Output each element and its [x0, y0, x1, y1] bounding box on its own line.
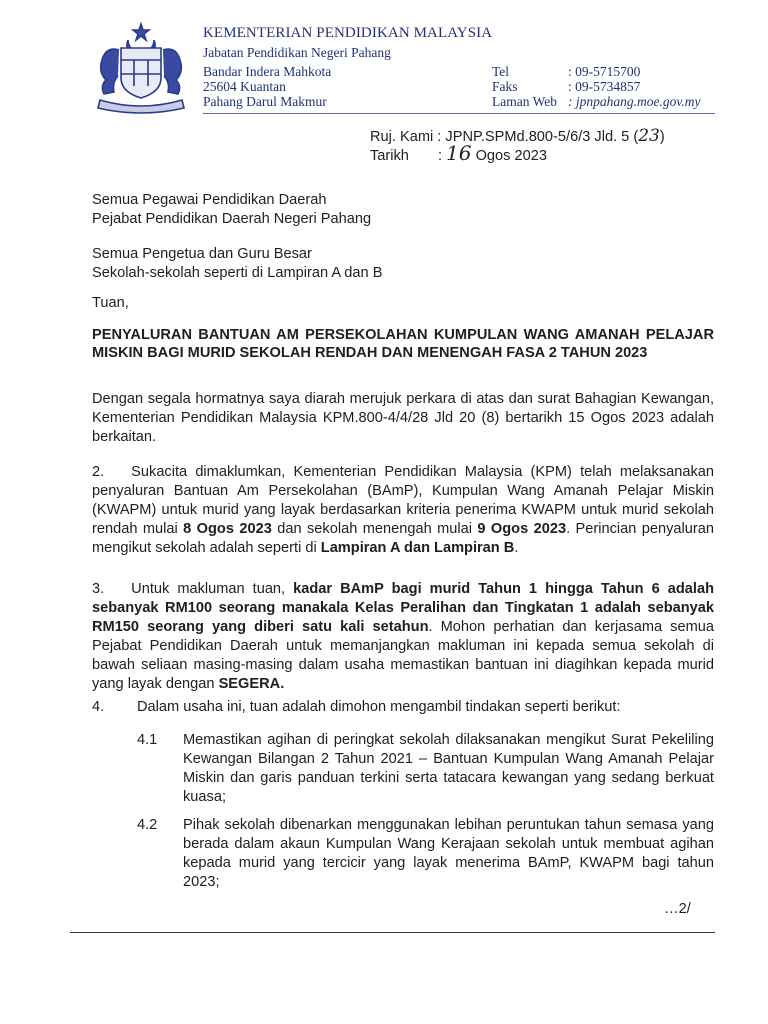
paragraph-4: Dalam usaha ini, tuan adalah dimohon mengambil tindakan seperti berikut: [137, 699, 621, 715]
p2-text-g: . [514, 540, 519, 556]
header-rule [203, 113, 715, 114]
p2-text-e: . Perincian penyaluran mengikut sekolah adalah seperti di [92, 521, 714, 556]
ruj-close: ) [659, 129, 665, 145]
website-label: Laman Web [492, 94, 558, 109]
p3-rate-bold: kadar BAmP bagi murid Tahun 1 hingga Tahun 6 adalah sebanyak RM100 seorang manakala Kelas Peralihan dan Tingkatan 1 adalah sebanyak RM150 seorang yang diberi satu kali setahun [92, 581, 714, 635]
paragraph-1: Dengan segala hormatnya saya diarah merujuk perkara di atas dan surat Bahagian Kewangan, Kementerian Pendidikan Malaysia KPM.800-4/4/28 Jld 20 (8) bertarikh 15 Ogos 2023 adalah berkaitan. [92, 391, 714, 445]
p3-segera: SEGERA. [218, 676, 285, 692]
department-name: Jabatan Pendidikan Negeri Pahang [203, 45, 391, 60]
recipient-line-1: Semua Pegawai Pendidikan Daerah [92, 192, 327, 208]
paragraph-2 [92, 463, 714, 558]
recipient-line-2: Pejabat Pendidikan Daerah Negeri Pahang [92, 211, 372, 227]
fax-label: Faks [492, 79, 518, 94]
letter-date [370, 141, 547, 166]
recipient-line-3: Semua Pengetua dan Guru Besar [92, 246, 312, 262]
coat-of-arms-logo [88, 20, 194, 116]
fax-value: : 09-5734857 [568, 79, 641, 94]
p2-date-secondary: 9 Ogos 2023 [477, 521, 567, 537]
subitem-4-2-number: 4.2 [137, 817, 158, 833]
subitem-4-2: Pihak sekolah dibenarkan menggunakan lebihan peruntukan tahun semasa yang berada dalam akaun Kumpulan Wang Kerajaan sekolah untuk membuat agihan kepada murid yang tercicir yang layak menerima BAmP, KWAPM bagi tahun 2023; [183, 817, 714, 890]
p2-text-c: dan sekolah menengah mulai [271, 521, 478, 537]
ruj-handwritten: 23 [638, 126, 660, 146]
p2-lampiran: Lampiran A dan Lampiran B [320, 540, 515, 556]
website-value: : jpnpahang.moe.gov.my [568, 94, 701, 109]
paragraph-3-number: 3. [92, 581, 105, 597]
salutation: Tuan, [92, 295, 129, 311]
tel-value: : 09-5715700 [568, 64, 641, 79]
p3-text-c: . Mohon perhatian dan kerjasama semua Pejabat Pendidikan Daerah untuk memanjangkan makluman ini kepada semua sekolah di bawah seliaan masing-masing dalam usaha memastikan bantuan ini diagihkan kepada murid yang layak dengan [92, 619, 714, 692]
paragraph-4-number: 4. [92, 699, 105, 715]
p3-text-a: Untuk makluman tuan, [131, 581, 294, 597]
address-line-3: Pahang Darul Makmur [203, 94, 327, 109]
tarikh-rest: Ogos 2023 [475, 148, 547, 164]
tarikh-label: Tarikh [370, 148, 409, 164]
subitem-4-1-number: 4.1 [137, 732, 158, 748]
subject-heading: PENYALURAN BANTUAN AM PERSEKOLAHAN KUMPULAN WANG AMANAH PELAJAR MISKIN BAGI MURID SEKOLAH RENDAH DAN MENENGAH FASA 2 TAHUN 2023 [92, 327, 714, 361]
footer-rule [70, 932, 715, 933]
paragraph-3 [92, 580, 714, 694]
subitem-4-1: Memastikan agihan di peringkat sekolah dilaksanakan mengikut Surat Pekeliling Kewangan Bilangan 2 Tahun 2021 – Bantuan Kumpulan Wang Amanah Pelajar Miskin dan garis panduan terkini serta tatacara kewangan yang sedang berkuat kuasa; [183, 732, 714, 805]
p2-text-a: Sukacita dimaklumkan, Kementerian Pendidikan Malaysia (KPM) telah melaksanakan penyaluran Bantuan Am Persekolahan (BAmP), Kumpulan Wang Amanah Pelajar Miskin (KWAPM) untuk murid yang layak berdasarkan kriteria penerima KWAPM untuk murid sekolah rendah mulai [92, 464, 714, 537]
ministry-name: KEMENTERIAN PENDIDIKAN MALAYSIA [203, 25, 493, 41]
tel-label: Tel [492, 64, 510, 79]
paragraph-2-number: 2. [92, 464, 105, 480]
address-line-1: Bandar Indera Mahkota [203, 64, 332, 79]
recipient-line-4: Sekolah-sekolah seperti di Lampiran A dan B [92, 265, 383, 281]
ruj-label: Ruj. Kami : JPNP.SPMd.800-5/6/3 Jld. 5 ( [370, 129, 639, 145]
address-line-2: 25604 Kuantan [203, 79, 286, 94]
tarikh-colon: : [437, 148, 442, 164]
page-continuation-marker: …2/ [664, 901, 691, 917]
tarikh-handwritten: 16 [446, 141, 472, 165]
p2-date-primary: 8 Ogos 2023 [183, 521, 272, 537]
